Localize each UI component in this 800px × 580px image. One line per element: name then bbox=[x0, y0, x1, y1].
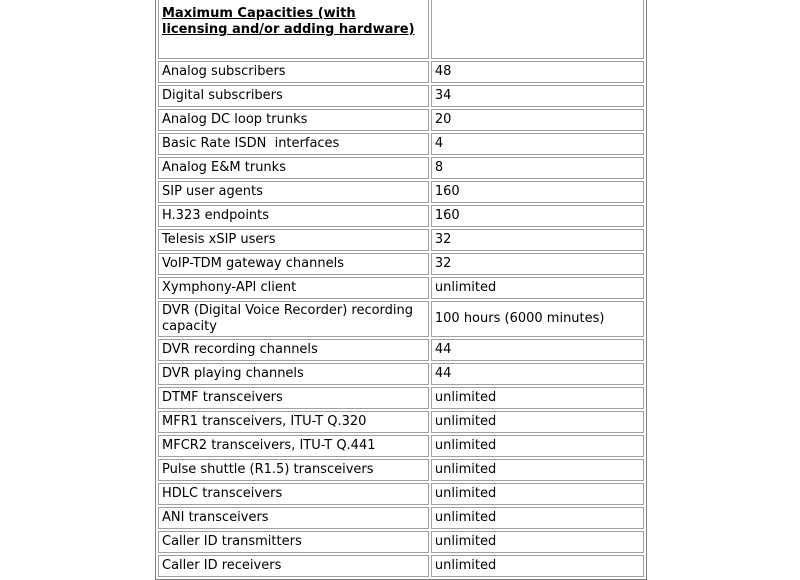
table-row bbox=[158, 301, 644, 337]
row-value: 20 bbox=[431, 109, 644, 131]
table-row bbox=[158, 61, 644, 83]
table-row bbox=[158, 531, 644, 553]
row-name: Pulse shuttle (R1.5) transceivers bbox=[158, 459, 429, 481]
table-row bbox=[158, 205, 644, 227]
table-row bbox=[158, 555, 644, 577]
row-name: Analog DC loop trunks bbox=[158, 109, 429, 131]
table-row bbox=[158, 507, 644, 529]
row-name: Caller ID transmitters bbox=[158, 531, 429, 553]
row-name: DVR (Digital Voice Recorder) recording capacity bbox=[158, 301, 429, 337]
row-value: 48 bbox=[431, 61, 644, 83]
row-value: unlimited bbox=[431, 459, 644, 481]
row-name: SIP user agents bbox=[158, 181, 429, 203]
row-value: 34 bbox=[431, 85, 644, 107]
row-name: Xymphony-API client bbox=[158, 277, 429, 299]
header-cell bbox=[158, 0, 429, 59]
row-value: 44 bbox=[431, 363, 644, 385]
row-name: DVR playing channels bbox=[158, 363, 429, 385]
header-value-cell bbox=[431, 0, 644, 59]
row-value: unlimited bbox=[431, 507, 644, 529]
row-name: HDLC transceivers bbox=[158, 483, 429, 505]
row-value: unlimited bbox=[431, 483, 644, 505]
table-row bbox=[158, 339, 644, 361]
row-name: ANI transceivers bbox=[158, 507, 429, 529]
table-row bbox=[158, 483, 644, 505]
row-name: DTMF transceivers bbox=[158, 387, 429, 409]
table-header-row bbox=[158, 0, 644, 59]
row-value: 160 bbox=[431, 181, 644, 203]
table-row bbox=[158, 363, 644, 385]
row-name: VoIP-TDM gateway channels bbox=[158, 253, 429, 275]
table-row bbox=[158, 253, 644, 275]
table-row bbox=[158, 435, 644, 457]
row-value: unlimited bbox=[431, 531, 644, 553]
row-value: 4 bbox=[431, 133, 644, 155]
row-name: Analog E&M trunks bbox=[158, 157, 429, 179]
row-value: 8 bbox=[431, 157, 644, 179]
row-value: unlimited bbox=[431, 387, 644, 409]
table-row bbox=[158, 181, 644, 203]
row-name: Analog subscribers bbox=[158, 61, 429, 83]
row-value: unlimited bbox=[431, 411, 644, 433]
row-name: MFCR2 transceivers, ITU-T Q.441 bbox=[158, 435, 429, 457]
table-row bbox=[158, 229, 644, 251]
row-value: 44 bbox=[431, 339, 644, 361]
row-value: unlimited bbox=[431, 277, 644, 299]
row-name: MFR1 transceivers, ITU-T Q.320 bbox=[158, 411, 429, 433]
row-value: 32 bbox=[431, 229, 644, 251]
table-row bbox=[158, 277, 644, 299]
table-row bbox=[158, 157, 644, 179]
table-row bbox=[158, 459, 644, 481]
table-row bbox=[158, 133, 644, 155]
row-name: Telesis xSIP users bbox=[158, 229, 429, 251]
table-row bbox=[158, 387, 644, 409]
row-name: Digital subscribers bbox=[158, 85, 429, 107]
row-name: Caller ID receivers bbox=[158, 555, 429, 577]
row-value: unlimited bbox=[431, 435, 644, 457]
table-row bbox=[158, 411, 644, 433]
row-value: 160 bbox=[431, 205, 644, 227]
row-value: 100 hours (6000 minutes) bbox=[431, 301, 644, 337]
row-value: unlimited bbox=[431, 555, 644, 577]
row-name: Basic Rate ISDN interfaces bbox=[158, 133, 429, 155]
row-name: DVR recording channels bbox=[158, 339, 429, 361]
table-row bbox=[158, 109, 644, 131]
row-name: H.323 endpoints bbox=[158, 205, 429, 227]
table-row bbox=[158, 85, 644, 107]
table-heading: Maximum Capacities (with licensing and/or adding hardware) bbox=[162, 6, 415, 37]
capacities-table bbox=[155, 0, 647, 580]
row-value: 32 bbox=[431, 253, 644, 275]
